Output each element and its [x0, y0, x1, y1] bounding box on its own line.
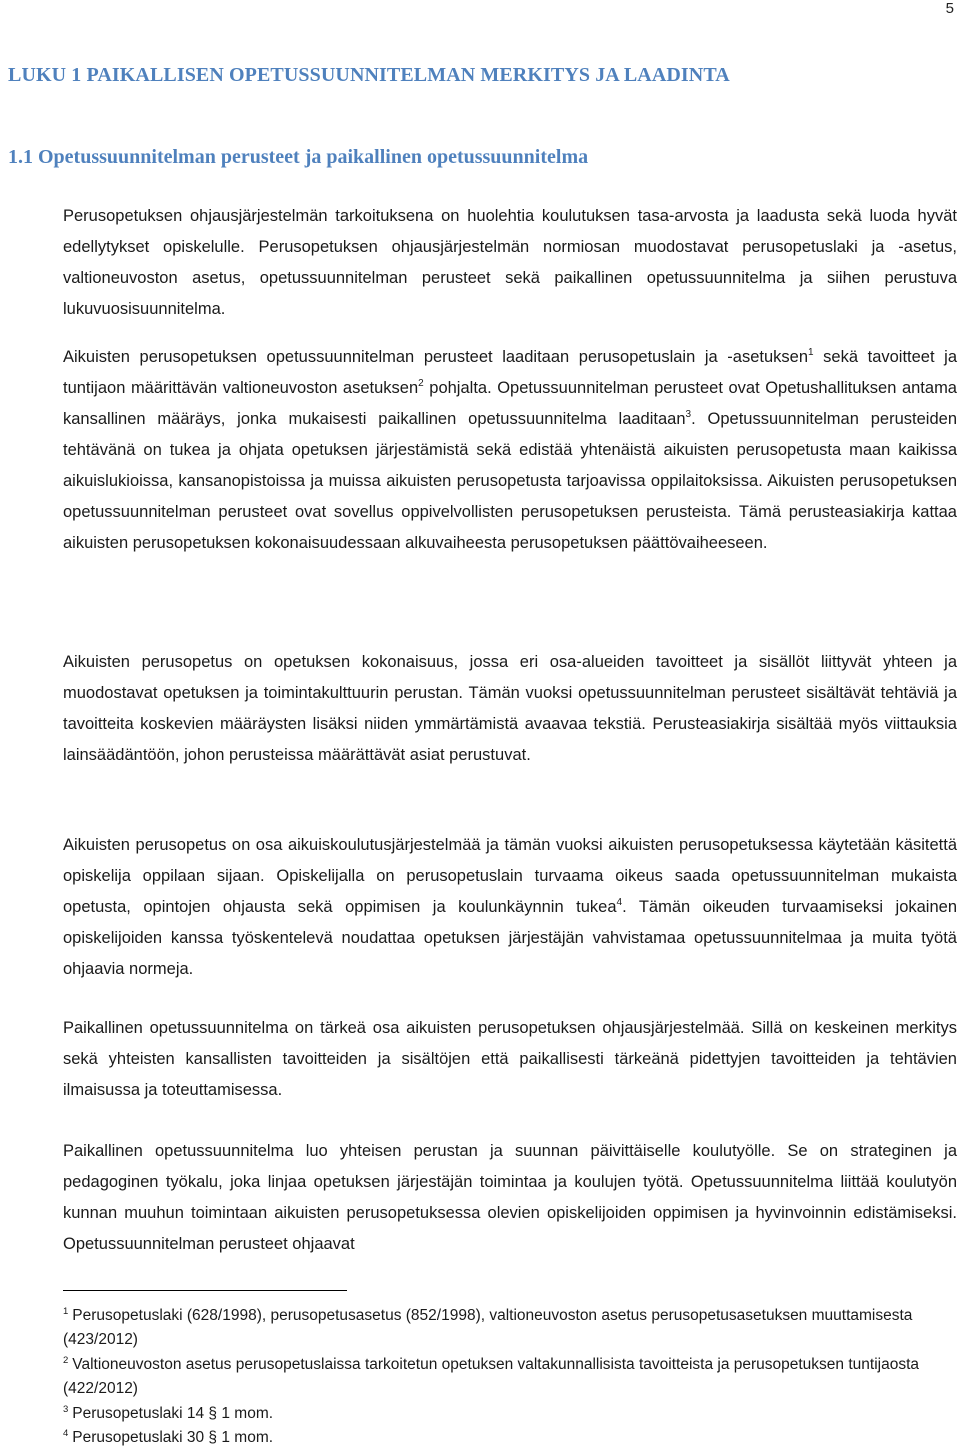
footnote-number: 4 [63, 1428, 69, 1440]
footnote-separator [63, 1290, 347, 1291]
page-number: 5 [945, 0, 954, 17]
footnote-1 [63, 1304, 957, 1353]
footnote-ref-2[interactable]: 2 [418, 378, 424, 389]
paragraph-2-text-a: Aikuisten perusopetuksen opetussuunnitelman perusteet laaditaan perusopetuslain ja -asetuksen [63, 348, 809, 366]
footnote-number: 2 [63, 1354, 69, 1366]
chapter-heading: LUKU 1 PAIKALLISEN OPETUSSUUNNITELMAN MERKITYS JA LAADINTA [8, 64, 730, 86]
paragraph-2-text-d: . Opetussuunnitelman perusteiden tehtävänä on tukea ja ohjata opetuksen järjestämistä sekä edistää yhtenäistä aikuisten perusopetusta maan kaikissa aikuislukioissa, kansanopistoissa ja muissa aikuisten perusopetusta tarjoavissa oppilaitoksissa. Aikuisten perusopetuksen opetussuunnitelman perusteet ovat sovellus oppivelvollisten perusopetuksen perusteista. Tämä perusteasiakirja kattaa aikuisten perusopetuksen kokonaisuudessaan alkuvaiheesta perusopetuksen päättövaiheeseen. [63, 410, 957, 552]
footnote-number: 1 [63, 1306, 69, 1317]
footnote-text: Perusopetuslaki (628/1998), perusopetusasetus (852/1998), valtioneuvoston asetus perusopetusasetuksen muuttamisesta (423/2012) [63, 1307, 913, 1349]
footnote-4 [63, 1426, 957, 1450]
paragraph-4 [63, 830, 957, 985]
footnote-text: Perusopetuslaki 30 § 1 mom. [72, 1429, 274, 1447]
footnotes [63, 1304, 957, 1450]
footnote-ref-1[interactable]: 1 [808, 347, 814, 358]
paragraph-2-text-c: pohjalta. Opetussuunnitelman perusteet ovat Opetushallituksen antama kansallinen määräys, jonka mukaisesti paikallinen opetussuunnitelma laaditaan [63, 379, 957, 428]
footnote-3 [63, 1402, 957, 1426]
footnote-2 [63, 1353, 957, 1402]
paragraph-6: Paikallinen opetussuunnitelma luo yhteisen perustan ja suunnan päivittäiselle koulutyölle. Se on strateginen ja pedagoginen työkalu, joka linjaa opetuksen järjestäjän toimintaa ja koulujen työtä. Opetussuunnitelma liittää koulutyön kunnan muuhun toimintaan aikuisten perusopetuksessa olevien opiskelijoiden oppimisen ja hyvinvoinnin edistämiseksi. Opetussuunnitelman perusteet ohjaavat [63, 1142, 957, 1253]
footnote-text: Valtioneuvoston asetus perusopetuslaissa tarkoitetun opetuksen valtakunnallisista tavoitteista ja perusopetuksen tuntijaosta (422/2012) [63, 1355, 920, 1398]
section-heading: 1.1 Opetussuunnitelman perusteet ja paikallinen opetussuunnitelma [8, 146, 589, 168]
paragraph-2 [63, 342, 957, 559]
paragraph-2-text-b: sekä tavoitteet ja tuntijaon määrittävän valtioneuvoston asetuksen [63, 348, 957, 397]
paragraph-5: Paikallinen opetussuunnitelma on tärkeä osa aikuisten perusopetuksen ohjausjärjestelmää. Sillä on keskeinen merkitys sekä yhteisten kansallisten tavoitteiden ja sisältöjen että paikallisesti tärkeänä pidettyjen tavoitteiden ja tehtävien ilmaisussa ja toteuttamisessa. [63, 1019, 957, 1099]
footnote-text: Perusopetuslaki 14 § 1 mom. [72, 1404, 274, 1422]
footnote-ref-4[interactable]: 4 [616, 897, 623, 908]
footnote-ref-3[interactable]: 3 [685, 409, 692, 420]
paragraph-4-text-b: . Tämän oikeuden turvaamiseksi jokainen opiskelijoiden kanssa työskentelevä noudattaa opetuksen järjestäjän vahvistamaa opetussuunnitelmaa ja muita työtä ohjaavia normeja. [63, 898, 957, 978]
footnote-number: 3 [63, 1403, 69, 1415]
paragraph-1: Perusopetuksen ohjausjärjestelmän tarkoituksena on huolehtia koulutuksen tasa-arvosta ja laadusta sekä luoda hyvät edellytykset opiskelulle. Perusopetuksen ohjausjärjestelmän normiosan muodostavat perusopetuslaki ja -asetus, valtioneuvoston asetus, opetussuunnitelman perusteet sekä paikallinen opetussuunnitelma ja siihen perustuva lukuvuosisuunnitelma. [63, 207, 957, 318]
paragraph-3: Aikuisten perusopetus on opetuksen kokonaisuus, jossa eri osa-alueiden tavoitteet ja sisällöt liittyvät yhteen ja muodostavat opetuksen ja toimintakulttuurin perustan. Tämän vuoksi opetussuunnitelman perusteet sisältävät tehtäviä ja tavoitteita koskevien määräysten lisäksi niiden ymmärtämistä avaavaa tekstiä. Perusteasiakirja sisältää myös viittauksia lainsäädäntöön, johon perusteissa määrättävät asiat perustuvat. [63, 653, 957, 764]
paragraph-4-text-a: Aikuisten perusopetus on osa aikuiskoulutusjärjestelmää ja tämän vuoksi aikuisten perusopetuksessa käytetään käsitettä opiskelija oppilaan sijaan. Opiskelijalla on perusopetuslain turvaama oikeus saada opetussuunnitelman mukaista opetusta, opintojen ohjausta sekä oppimisen ja koulunkäynnin tukea [63, 836, 957, 916]
